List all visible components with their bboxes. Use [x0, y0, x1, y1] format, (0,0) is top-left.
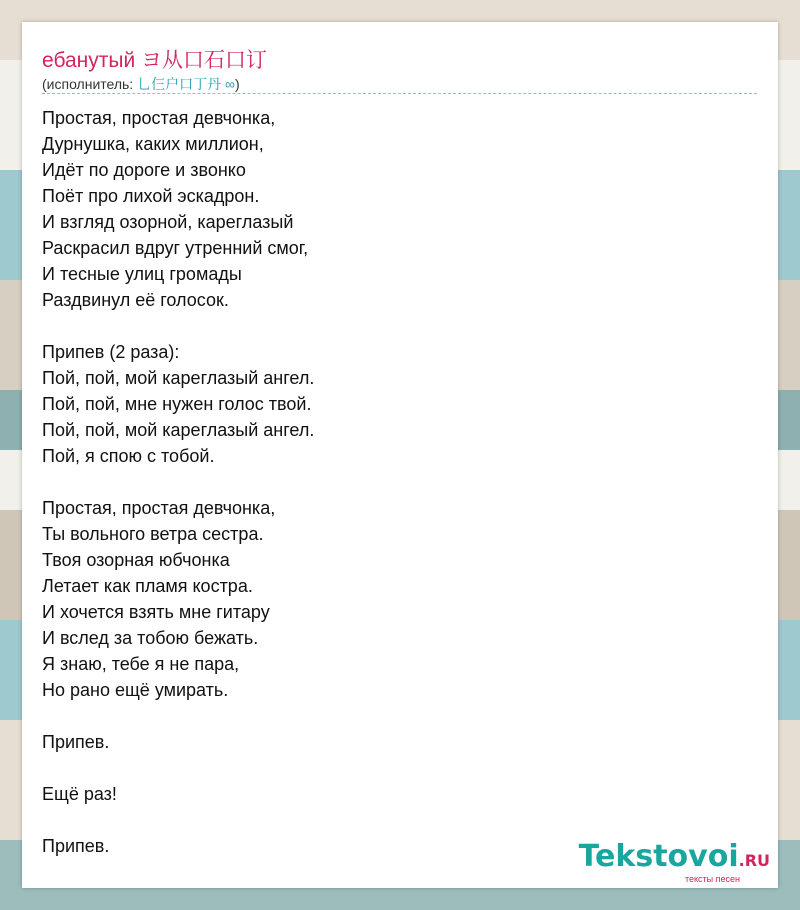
lyric-line: Идёт по дороге и звонко [42, 160, 246, 180]
lyric-line: Простая, простая девчонка, [42, 498, 276, 518]
lyric-line: Раскрасил вдруг утренний смог, [42, 238, 309, 258]
lyric-line: Ещё раз! [42, 784, 117, 804]
lyric-line: Летает как пламя костра. [42, 576, 253, 596]
logo-tagline: тексты песен [684, 874, 740, 884]
logo-main-text: Tekstovoi [578, 839, 739, 874]
lyric-line: И вслед за тобою бежать. [42, 628, 259, 648]
logo-domain: .RU [738, 851, 770, 870]
artist-line [42, 74, 240, 94]
lyric-line: Пой, пой, мне нужен голос твой. [42, 394, 312, 414]
lyric-line: Пой, пой, мой кареглазый ангел. [42, 368, 315, 388]
stanza-gap [42, 755, 314, 781]
lyric-line: Пой, пой, мой кареглазый ангел. [42, 420, 315, 440]
lyric-line: Припев. [42, 836, 110, 856]
title-divider [42, 93, 757, 94]
lyric-line: Припев. [42, 732, 110, 752]
lyrics-text [42, 105, 314, 859]
site-logo[interactable] [579, 841, 770, 884]
artist-prefix: (исполнитель: [42, 76, 138, 92]
logo-wordmark [579, 841, 770, 877]
lyric-line: Пой, я спою с тобой. [42, 446, 215, 466]
lyric-line: Ты вольного ветра сестра. [42, 524, 264, 544]
lyric-line: И тесные улиц громады [42, 264, 242, 284]
lyric-line: Простая, простая девчонка, [42, 108, 276, 128]
stanza-gap [42, 807, 314, 833]
lyric-line: Поёт про лихой эскадрон. [42, 186, 260, 206]
lyric-line: Твоя озорная юбчонка [42, 550, 230, 570]
stanza-gap [42, 703, 314, 729]
lyrics-card [22, 22, 778, 888]
artist-suffix: ) [234, 76, 240, 92]
lyric-line: Но рано ещё умирать. [42, 680, 229, 700]
artist-link[interactable]: 乚仨户口丁丹 ∞ [137, 76, 235, 92]
song-title: ебанутый ヨ从口石口订 [42, 49, 268, 72]
lyric-line: Я знаю, тебе я не пара, [42, 654, 240, 674]
stanza-gap [42, 469, 314, 495]
lyric-line: И хочется взять мне гитару [42, 602, 270, 622]
lyric-line: Припев (2 раза): [42, 342, 180, 362]
stanza-gap [42, 313, 314, 339]
lyric-line: Раздвинул её голосок. [42, 290, 229, 310]
lyric-line: И взгляд озорной, кареглазый [42, 212, 294, 232]
lyric-line: Дурнушка, каких миллион, [42, 134, 264, 154]
